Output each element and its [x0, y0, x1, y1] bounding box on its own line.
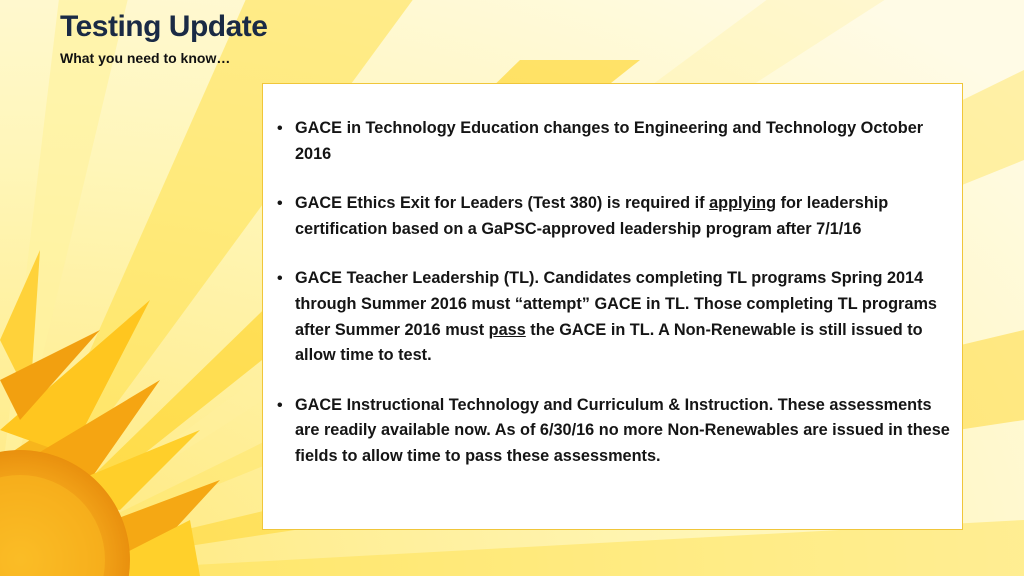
bullet-item-instructional-technology	[277, 393, 957, 470]
bullet-icon: •	[277, 195, 283, 213]
content-panel	[262, 83, 963, 530]
bullet-icon: •	[277, 120, 283, 137]
bullet-text: GACE Teacher Leadership (TL). Candidates completing TL programs Spring 2014 through Summer 2016 must “attempt” GACE in TL. Those completing TL programs after Summer 2016 must	[295, 269, 937, 339]
bullet-item-teacher-leadership	[277, 266, 957, 368]
bullet-text-continued: the GACE in TL. A Non-Renewable is still issued to allow time to test.	[295, 320, 923, 365]
bullet-item-technology-education	[277, 116, 957, 167]
bullet-text: GACE in Technology Education changes to Engineering and Technology October 2016	[295, 119, 924, 163]
bullet-item-ethics-exit	[277, 191, 957, 242]
bullet-icon: •	[277, 396, 283, 414]
bullet-text: GACE Instructional Technology and Curriculum & Instruction. These assessments are readily available now. As of 6/30/16 no more Non-Renewables are issued in these fields to allow time to pass these assessments.	[295, 395, 950, 465]
bullet-text-continued: for leadership certification based on a GaPSC-approved leadership program after 7/1/16	[295, 194, 889, 238]
emphasis-applying: applying	[709, 194, 777, 213]
emphasis-pass: pass	[488, 320, 526, 339]
page-title: Testing Update	[60, 10, 268, 43]
page-subtitle: What you need to know…	[60, 50, 231, 66]
bullet-icon: •	[277, 270, 283, 288]
bullet-list	[277, 116, 957, 494]
bullet-text: GACE Ethics Exit for Leaders (Test 380) is required if	[295, 194, 710, 213]
